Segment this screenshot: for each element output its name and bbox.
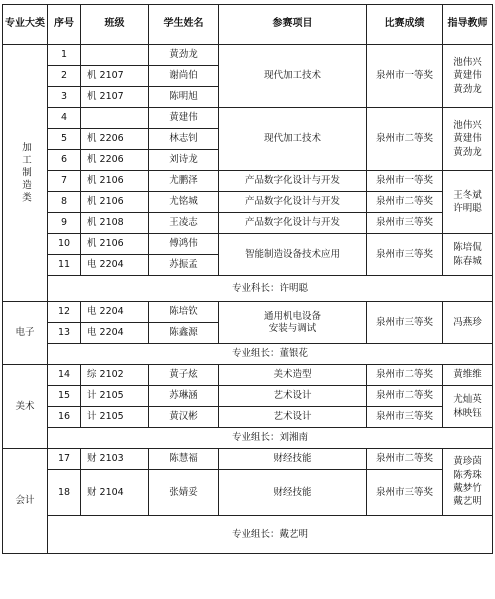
row-teachers — [443, 234, 493, 276]
row-class: 机 2107 — [81, 66, 149, 87]
row-class: 财 2103 — [81, 449, 149, 470]
row-student: 尤铭城 — [149, 192, 219, 213]
table-row — [3, 234, 493, 255]
row-result: 泉州市一等奖 — [367, 45, 443, 108]
major-label: 加工制造类 — [19, 141, 31, 205]
row-no: 12 — [48, 302, 81, 323]
row-no: 8 — [48, 192, 81, 213]
row-teachers — [443, 171, 493, 234]
row-student: 黄建伟 — [149, 108, 219, 129]
header-row — [3, 5, 493, 45]
table-row — [3, 213, 493, 234]
teacher-name: 黄劲龙 — [453, 146, 482, 158]
row-student: 傅鸿伟 — [149, 234, 219, 255]
row-no: 7 — [48, 171, 81, 192]
teacher-name: 陈培侃 — [453, 242, 482, 254]
row-student: 陈培钦 — [149, 302, 219, 323]
row-class — [81, 108, 149, 129]
major-cell — [3, 45, 48, 302]
major-cell: 美术 — [3, 365, 48, 449]
teacher-name: 池伟兴 — [453, 57, 482, 69]
row-class: 计 2105 — [81, 386, 149, 407]
row-class: 机 2107 — [81, 87, 149, 108]
row-result: 泉州市二等奖 — [367, 365, 443, 386]
summary-text: 专业组长：戴艺明 — [48, 516, 493, 554]
row-event: 产品数字化设计与开发 — [219, 192, 367, 213]
teacher-name: 戴梦竹 — [453, 483, 482, 494]
table-row — [3, 407, 493, 428]
teacher-name: 陈春城 — [453, 255, 482, 267]
teacher-name: 尤灿英 — [453, 394, 482, 406]
row-no: 15 — [48, 386, 81, 407]
teacher-name: 黄建伟 — [453, 133, 482, 145]
row-class: 机 2206 — [81, 150, 149, 171]
row-no: 13 — [48, 323, 81, 344]
header-no: 序号 — [48, 5, 81, 45]
header-event: 参赛项目 — [219, 5, 367, 45]
row-student: 张婧妥 — [149, 470, 219, 516]
row-no: 3 — [48, 87, 81, 108]
teacher-name: 池伟兴 — [453, 120, 482, 132]
row-class: 财 2104 — [81, 470, 149, 516]
row-student: 刘诗龙 — [149, 150, 219, 171]
table-row — [3, 302, 493, 323]
row-student: 林志钊 — [149, 129, 219, 150]
summary-text: 专业科长：许明聪 — [48, 276, 493, 302]
header-major: 专业大类 — [3, 5, 48, 45]
major-cell: 会计 — [3, 449, 48, 554]
row-teachers: 黄维维 — [443, 365, 493, 386]
header-student: 学生姓名 — [149, 5, 219, 45]
row-event: 现代加工技术 — [219, 45, 367, 108]
row-student: 陈明旭 — [149, 87, 219, 108]
row-no: 5 — [48, 129, 81, 150]
row-result: 泉州市二等奖 — [367, 108, 443, 171]
row-no: 18 — [48, 470, 81, 516]
row-class: 机 2206 — [81, 129, 149, 150]
teacher-name: 戴艺明 — [453, 496, 482, 508]
row-class: 机 2108 — [81, 213, 149, 234]
row-result: 泉州市二等奖 — [367, 386, 443, 407]
row-class: 综 2102 — [81, 365, 149, 386]
row-teachers — [443, 449, 493, 516]
summary-row — [3, 344, 493, 365]
row-event: 产品数字化设计与开发 — [219, 213, 367, 234]
row-no: 9 — [48, 213, 81, 234]
row-class: 机 2106 — [81, 234, 149, 255]
row-result: 泉州市三等奖 — [367, 213, 443, 234]
major-cell: 电子 — [3, 302, 48, 365]
table-row — [3, 45, 493, 66]
row-student: 陈鑫源 — [149, 323, 219, 344]
table-row — [3, 449, 493, 470]
row-no: 16 — [48, 407, 81, 428]
header-result: 比赛成绩 — [367, 5, 443, 45]
row-student: 黄劲龙 — [149, 45, 219, 66]
row-teachers — [443, 45, 493, 108]
row-teachers — [443, 386, 493, 428]
row-no: 6 — [48, 150, 81, 171]
row-student: 黄汉彬 — [149, 407, 219, 428]
row-no: 11 — [48, 255, 81, 276]
summary-row — [3, 516, 493, 554]
row-class: 计 2105 — [81, 407, 149, 428]
row-no: 4 — [48, 108, 81, 129]
row-event: 现代加工技术 — [219, 108, 367, 171]
teacher-name: 王冬斌 — [453, 189, 482, 201]
row-student: 黄子炫 — [149, 365, 219, 386]
teacher-name: 陈秀珠 — [453, 469, 482, 481]
row-result: 泉州市三等奖 — [367, 407, 443, 428]
row-result: 泉州市三等奖 — [367, 302, 443, 344]
summary-row — [3, 276, 493, 302]
row-class: 机 2106 — [81, 171, 149, 192]
row-event: 财经技能 — [219, 449, 367, 470]
row-student: 苏琳涵 — [149, 386, 219, 407]
table-row — [3, 192, 493, 213]
row-no: 2 — [48, 66, 81, 87]
table-row — [3, 386, 493, 407]
row-result: 泉州市一等奖 — [367, 171, 443, 192]
row-event: 智能制造设备技术应用 — [219, 234, 367, 276]
awards-table — [2, 4, 493, 554]
row-no: 17 — [48, 449, 81, 470]
event-line: 安装与调试 — [268, 322, 317, 334]
summary-text: 专业组长：刘湘南 — [48, 428, 493, 449]
row-result: 泉州市二等奖 — [367, 192, 443, 213]
row-student: 尤鹏泽 — [149, 171, 219, 192]
summary-text: 专业组长：董银花 — [48, 344, 493, 365]
row-result: 泉州市三等奖 — [367, 234, 443, 276]
teacher-name: 黄劲龙 — [453, 83, 482, 95]
table-row — [3, 108, 493, 129]
row-student: 王凌志 — [149, 213, 219, 234]
row-student: 谢尚伯 — [149, 66, 219, 87]
row-class: 电 2204 — [81, 323, 149, 344]
row-teachers — [443, 108, 493, 171]
summary-row — [3, 428, 493, 449]
table-row — [3, 470, 493, 516]
row-no: 10 — [48, 234, 81, 255]
row-event: 美术造型 — [219, 365, 367, 386]
row-student: 陈慧福 — [149, 449, 219, 470]
row-class: 电 2204 — [81, 302, 149, 323]
row-event: 产品数字化设计与开发 — [219, 171, 367, 192]
table-row — [3, 171, 493, 192]
teacher-name: 林映钰 — [453, 407, 482, 419]
row-result: 泉州市三等奖 — [367, 470, 443, 516]
teacher-name: 黄建伟 — [453, 70, 482, 82]
row-no: 14 — [48, 365, 81, 386]
row-student: 苏振孟 — [149, 255, 219, 276]
table-row — [3, 365, 493, 386]
teacher-name: 许明聪 — [453, 203, 482, 214]
row-teachers: 冯燕珍 — [443, 302, 493, 344]
event-line: 通用机电设备 — [263, 310, 321, 322]
row-event: 艺术设计 — [219, 407, 367, 428]
row-event: 财经技能 — [219, 470, 367, 516]
row-no: 1 — [48, 45, 81, 66]
row-class: 电 2204 — [81, 255, 149, 276]
teacher-name: 黄珍茵 — [453, 456, 482, 468]
header-class: 班级 — [81, 5, 149, 45]
header-teacher: 指导教师 — [443, 5, 493, 45]
row-class — [81, 45, 149, 66]
row-event — [219, 302, 367, 344]
row-event: 艺术设计 — [219, 386, 367, 407]
row-class: 机 2106 — [81, 192, 149, 213]
row-result: 泉州市二等奖 — [367, 449, 443, 470]
